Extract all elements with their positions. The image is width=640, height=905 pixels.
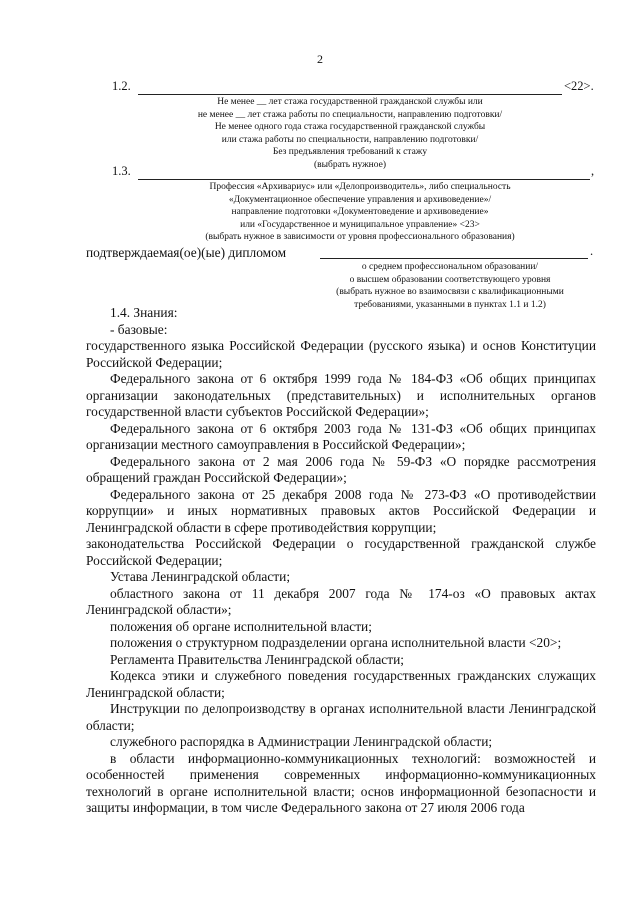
knowledge-item: Федерального закона от 25 декабря 2008 года № 273-ФЗ «О противодействии коррупции» и иных нормативных правовых актов Российской Федерации и Ленинградской области в сфере противодействия коррупции; <box>86 486 596 535</box>
knowledge-item: Устава Ленинградской области; <box>110 569 291 584</box>
diploma-label: подтверждаемая(ое)(ые) дипломом <box>86 245 287 260</box>
hint-line: или «Государственное и муниципальное управление» <23> <box>240 219 480 230</box>
knowledge-subheading: - базовые: <box>110 321 168 337</box>
knowledge-item: Федерального закона от 6 октября 2003 года № 131-ФЗ «Об общих принципах организации местного самоуправления в Российской Федерации»; <box>86 420 596 452</box>
knowledge-heading: 1.4. Знания: <box>110 305 178 320</box>
item-1-2-number: 1.2. <box>112 79 131 93</box>
knowledge-item: Федерального закона от 6 октября 1999 года № 184-ФЗ «Об общих принципах организации законодательных (представительных) и исполнительных органов государственной власти субъектов Российской Федерации»; <box>86 371 596 419</box>
hint-line: Профессия «Архивариус» или «Делопроизводитель», либо специальность <box>209 182 511 192</box>
diploma-fill-line <box>320 258 588 259</box>
hint-line: или стажа работы по специальности, направлению подготовки/ <box>221 134 479 145</box>
hint-line: Без предъявления требований к стажу <box>272 147 428 157</box>
item-1-2-fill-line <box>138 94 562 95</box>
knowledge-item: областного закона от 11 декабря 2007 года № 174-оз «О правовых актах Ленинградской области»; <box>86 585 596 617</box>
item-1-3-fill-line <box>138 179 590 180</box>
knowledge-item: Регламента Правительства Ленинградской области; <box>110 651 404 667</box>
hint-line: о среднем профессиональном образовании/ <box>361 262 539 272</box>
hint-line: Не менее одного года стажа государственной гражданской службы <box>214 122 486 132</box>
knowledge-item: Инструкции по делопроизводству в органах исполнительной власти Ленинградской области; <box>86 701 596 733</box>
item-1-3-number: 1.3. <box>112 164 131 178</box>
hint-line: направление подготовки «Документоведение и архивоведение» <box>231 207 489 217</box>
item-1-2-hint <box>140 96 560 171</box>
knowledge-item: Федерального закона от 2 мая 2006 года № 59-ФЗ «О порядке рассмотрения обращений граждан Российской Федерации»; <box>86 453 596 485</box>
item-1-2-reference: <22>. <box>564 79 594 93</box>
knowledge-item: государственного языка Российской Федерации (русского языка) и основ Конституции Российской Федерации; <box>86 338 596 370</box>
knowledge-item: в области информационно-коммуникационных технологий: возможностей и особенностей применения современных информационно-коммуникационных технологий в органе исполнительной власти; основ информационной безопасности и защиты информации, в том числе Федерального закона от 27 июля 2006 года <box>86 750 596 815</box>
knowledge-item: положения о структурном подразделении органа исполнительной власти <20>; <box>110 635 562 650</box>
hint-line: о высшем образовании соответствующего уровня <box>349 274 551 285</box>
hint-line: Не менее __ лет стажа государственной гражданской службы или <box>217 97 483 107</box>
item-1-3-hint <box>140 181 580 244</box>
knowledge-item: законодательства Российской Федерации о государственной гражданской службе Российской Федерации; <box>86 536 596 568</box>
knowledge-item: служебного распорядка в Администрации Ленинградской области; <box>110 734 493 749</box>
page-number: 2 <box>317 52 323 66</box>
hint-line: (выбрать нужное в зависимости от уровня профессионального образования) <box>205 232 515 242</box>
hint-line: (выбрать нужное во взаимосвязи с квалификационными <box>336 287 564 297</box>
hint-line: не менее __ лет стажа работы по специальности, направлению подготовки/ <box>197 109 503 120</box>
hint-line: (выбрать нужное) <box>313 159 387 170</box>
hint-line: требованиями, указанными в пунктах 1.1 и 1.2) <box>354 299 546 310</box>
diploma-hint <box>300 261 600 311</box>
knowledge-item: положения об органе исполнительной власти; <box>110 618 372 634</box>
knowledge-item: Кодекса этики и служебного поведения государственных гражданских служащих Ленинградской области; <box>86 668 596 700</box>
knowledge-section <box>86 305 596 817</box>
diploma-period: . <box>590 244 594 258</box>
item-1-3-comma: , <box>591 164 595 178</box>
hint-line: «Документационное обеспечение управления и архивоведение»/ <box>228 194 492 205</box>
